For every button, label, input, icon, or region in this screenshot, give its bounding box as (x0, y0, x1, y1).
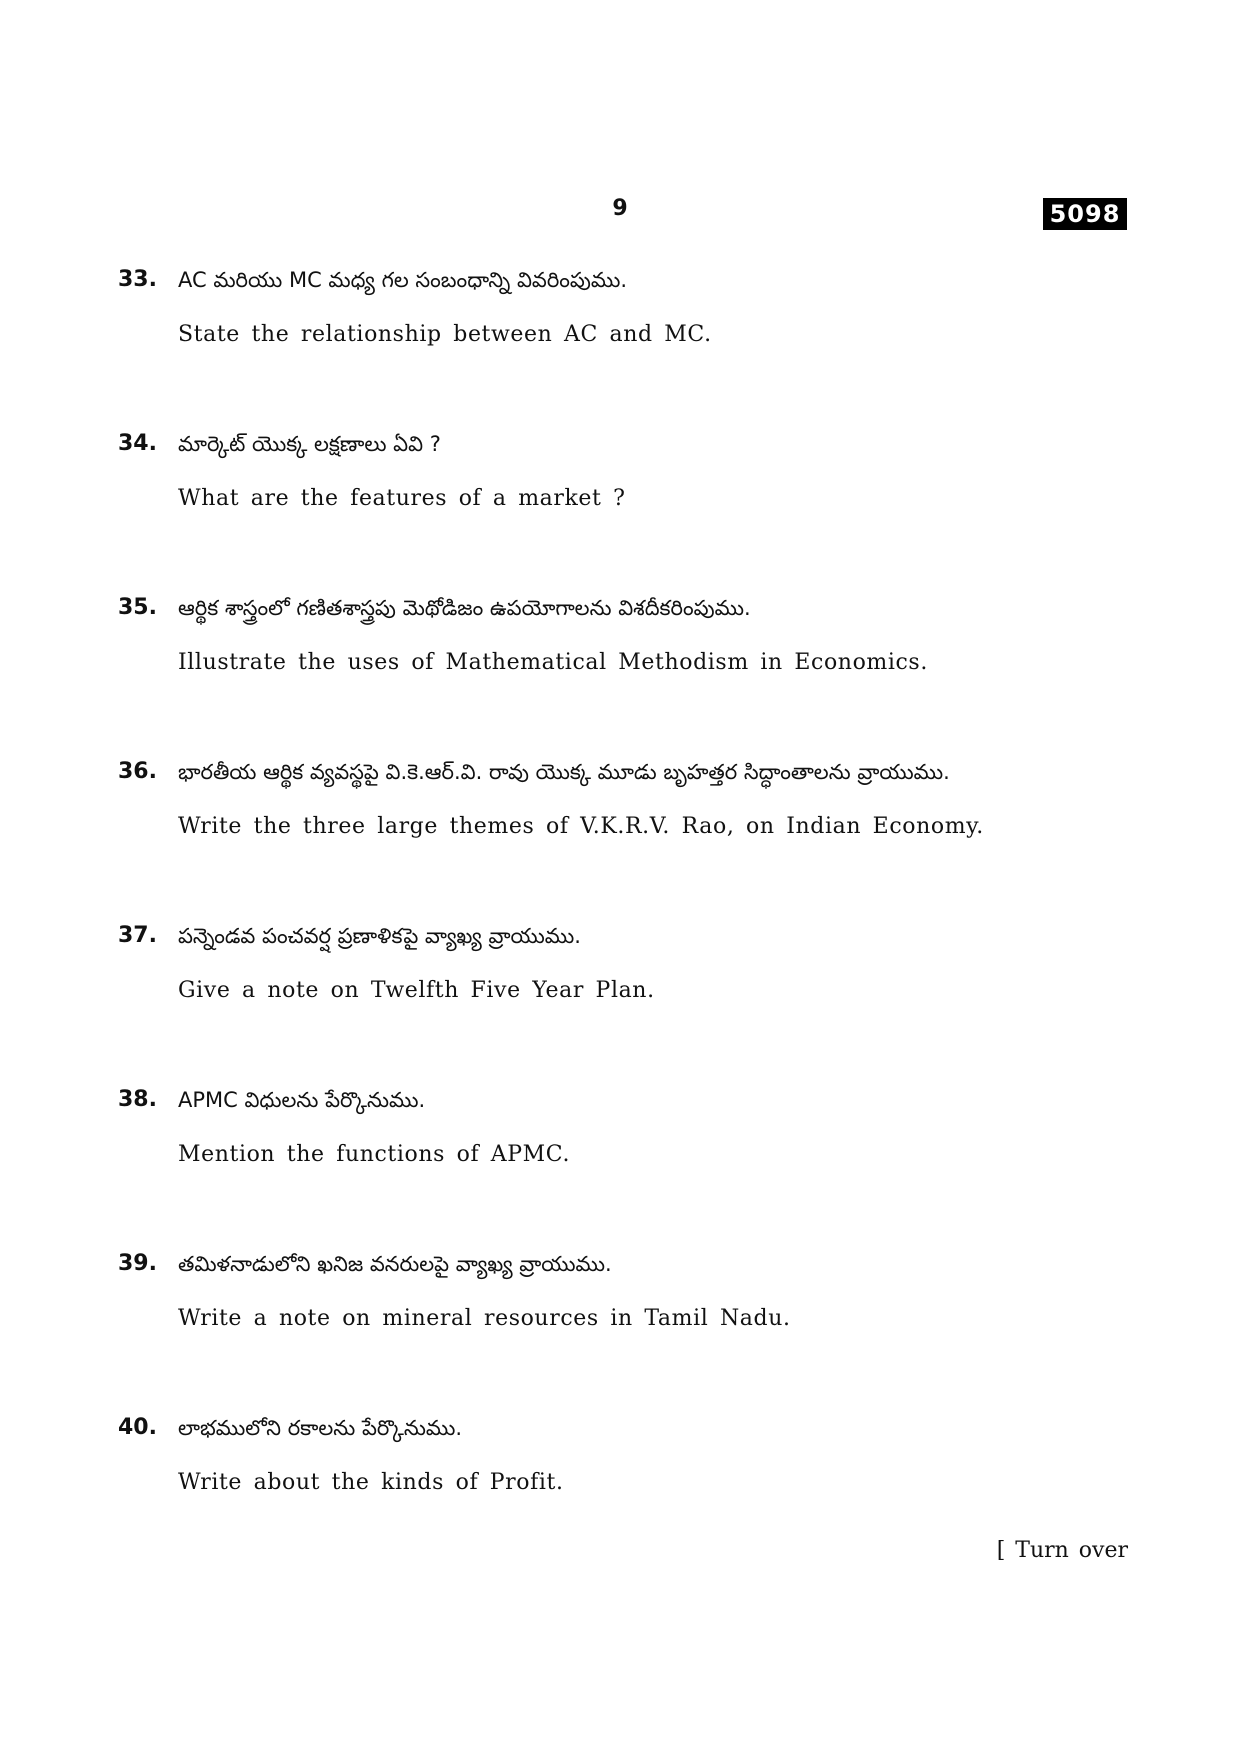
question-number: 40. (118, 1415, 157, 1440)
question-number: 39. (118, 1251, 157, 1276)
question-number: 34. (118, 431, 157, 456)
question-text-english: State the relationship between AC and MC. (178, 322, 712, 347)
question-number: 38. (118, 1087, 157, 1112)
question-number: 36. (118, 759, 157, 784)
question-number: 37. (118, 923, 157, 948)
paper-code-badge: 5098 (1043, 198, 1127, 230)
question-text-telugu: భారతీయ ఆర్థిక వ్యవస్థపై వి.కె.ఆర్.వి. రావు యొక్క మూడు బృహత్తర సిద్ధాంతాలను వ్రాయుము. (178, 760, 950, 784)
page-number: 9 (612, 196, 628, 221)
question-text-english: Mention the functions of APMC. (178, 1142, 571, 1167)
question-text-telugu: ఆర్థిక శాస్త్రంలో గణితశాస్త్రపు మెథోడిజం ఉపయోగాలను విశదీకరింపుము. (178, 596, 751, 620)
question-text-telugu: APMC విధులను పేర్కొనుము. (178, 1088, 426, 1112)
question-text-english: What are the features of a market ? (178, 486, 626, 511)
question-text-telugu: పన్నెండవ పంచవర్ష ప్రణాళికపై వ్యాఖ్య వ్రాయుము. (178, 924, 581, 948)
question-text-telugu: AC మరియు MC మధ్య గల సంబంధాన్ని వివరింపుము. (178, 268, 628, 292)
question-text-english: Illustrate the uses of Mathematical Methodism in Economics. (178, 650, 928, 675)
question-text-english: Write a note on mineral resources in Tamil Nadu. (178, 1306, 791, 1331)
question-text-telugu: లాభములోని రకాలను పేర్కొనుము. (178, 1416, 463, 1440)
question-text-english: Write about the kinds of Profit. (178, 1470, 564, 1495)
question-text-telugu: తమిళనాడులోని ఖనిజ వనరులపై వ్యాఖ్య వ్రాయుము. (178, 1252, 612, 1276)
turn-over-note: [ Turn over (996, 1538, 1128, 1563)
question-text-telugu: మార్కెట్ యొక్క లక్షణాలు ఏవి ? (178, 432, 441, 456)
question-number: 33. (118, 267, 157, 292)
question-text-english: Write the three large themes of V.K.R.V. Rao, on Indian Economy. (178, 814, 984, 839)
question-number: 35. (118, 595, 157, 620)
question-text-english: Give a note on Twelfth Five Year Plan. (178, 978, 655, 1003)
